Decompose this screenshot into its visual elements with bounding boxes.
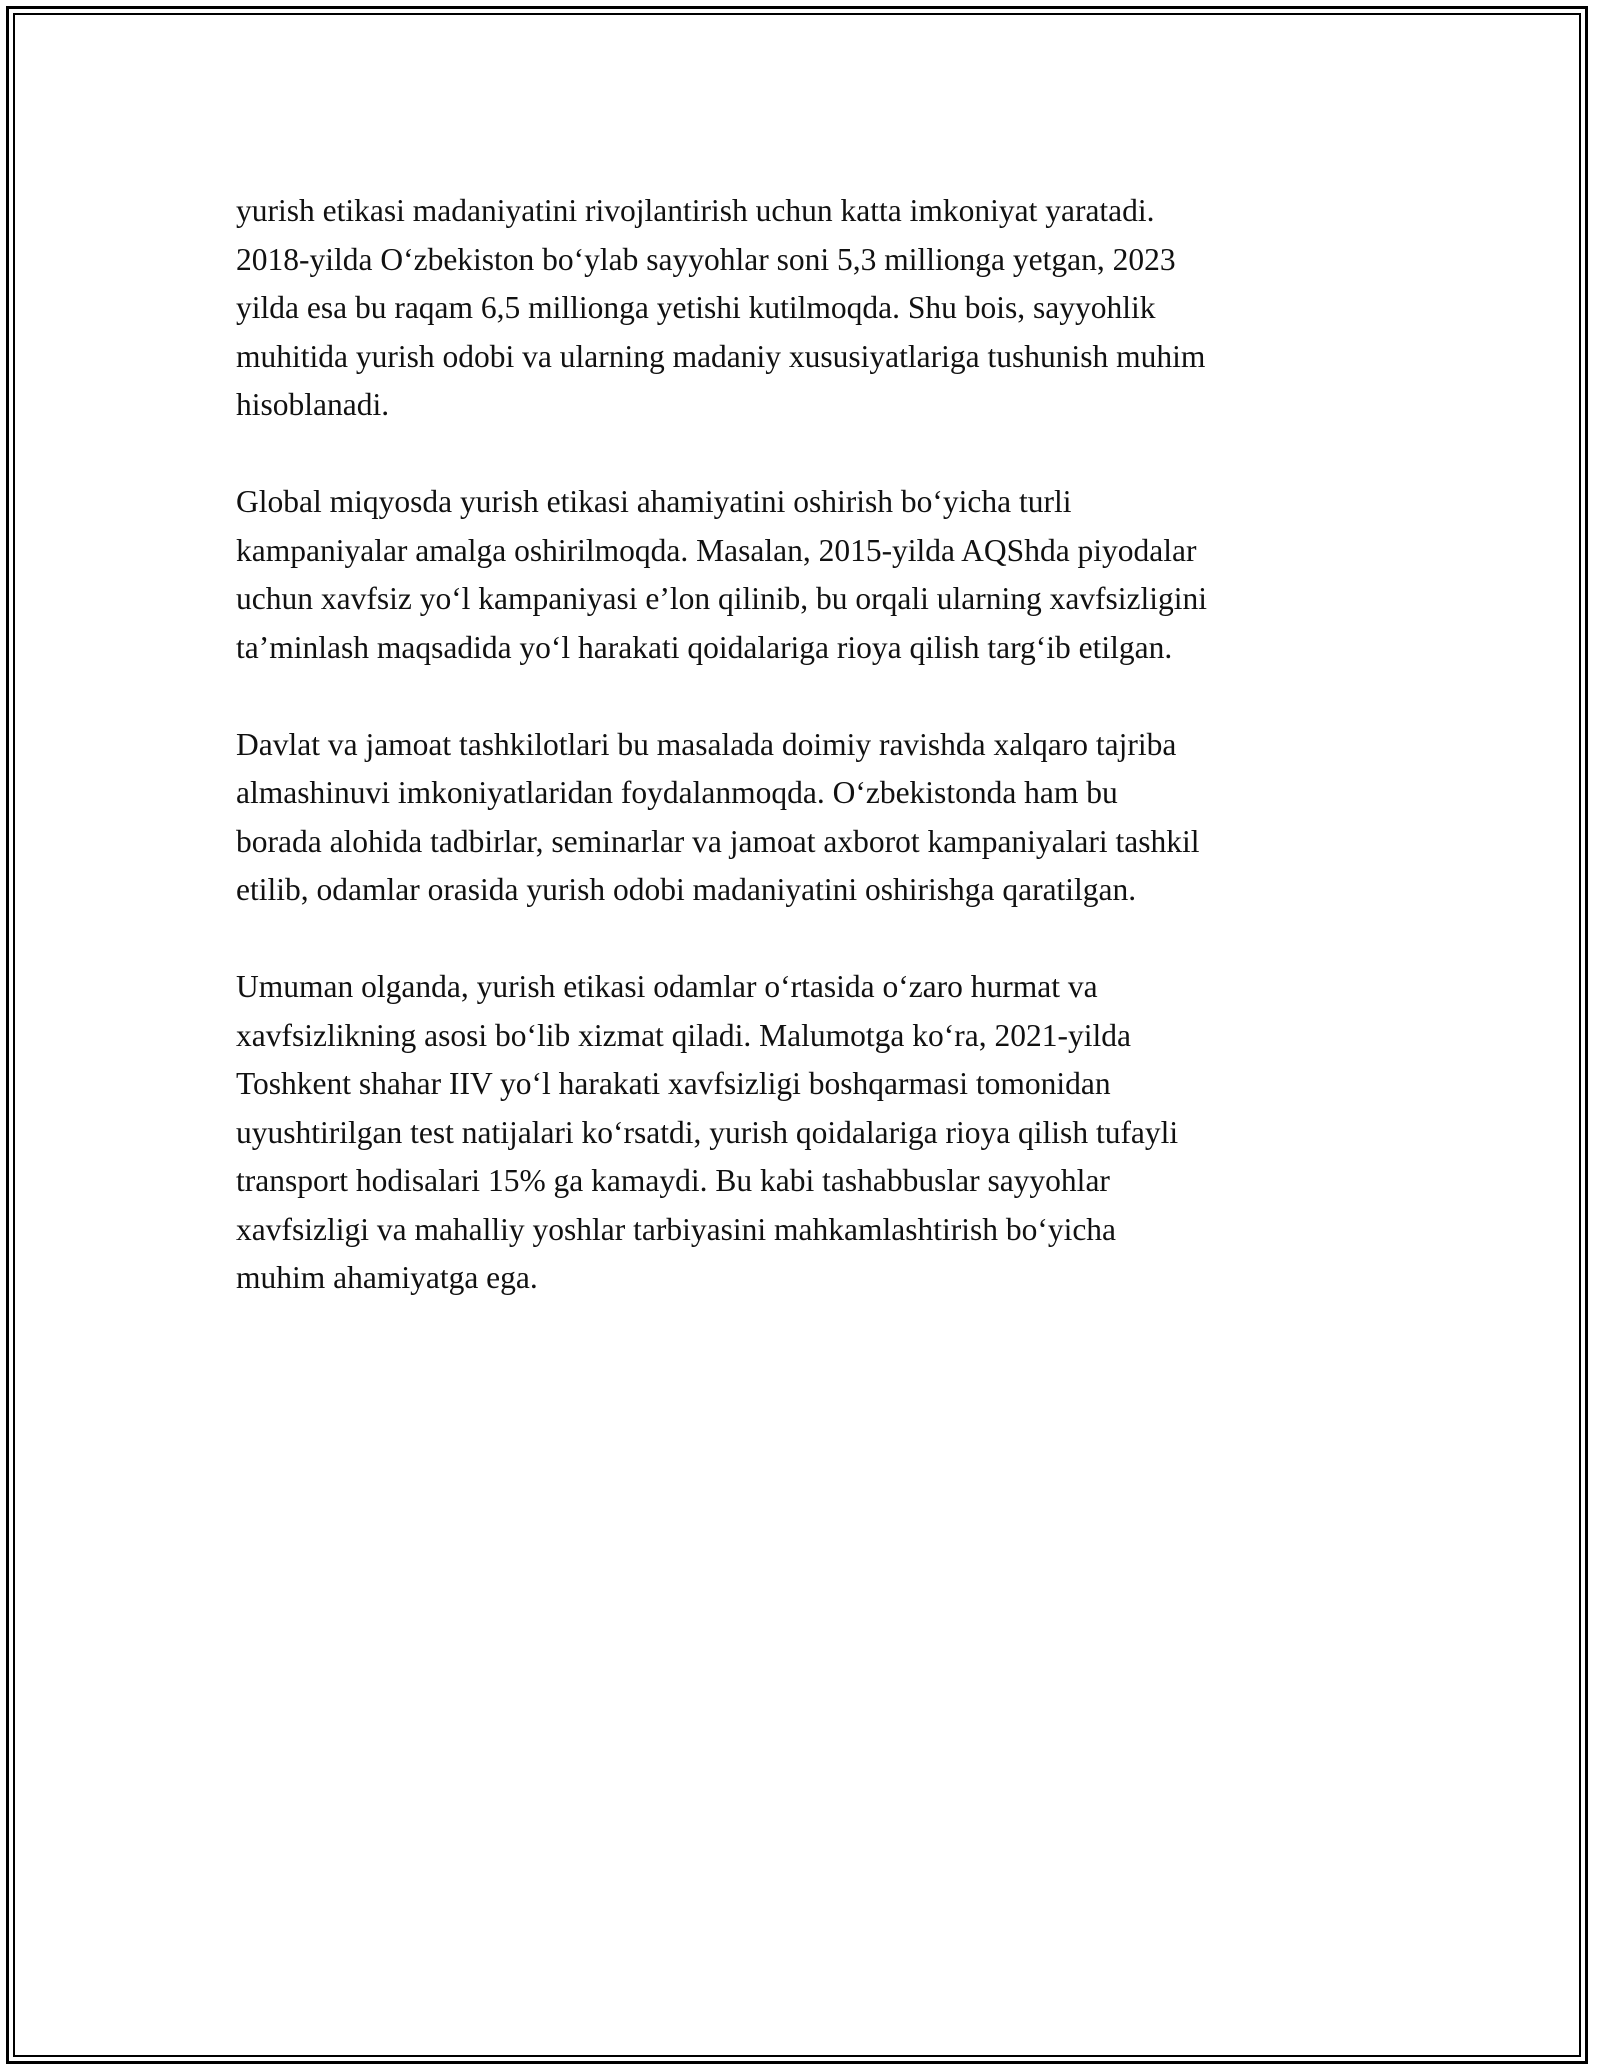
paragraph-global-campaigns: Global miqyosda yurish etikasi ahamiyatini oshirish bo‘yicha turli kampaniyalar amalga oshirilmoqda. Masalan, 2015-yilda AQShda piyodalar uchun xavfsiz yo‘l kampaniyasi e’lon qilinib, bu orqali ularning xavfsizligini ta’minlash maqsadida yo‘l harakati qoidalariga rioya qilish targ‘ib etilgan. (236, 484, 1208, 665)
paragraph-organizations: Davlat va jamoat tashkilotlari bu masalada doimiy ravishda xalqaro tajriba almashinuvi imkoniyatlaridan foydalanmoqda. O‘zbekistonda ham bu borada alohida tadbirlar, seminarlar va jamoat axborot kampaniyalari tashkil etilib, odamlar orasida yurish odobi madaniyatini oshirishga qaratilgan. (236, 726, 1200, 907)
paragraph-conclusion: Umuman olganda, yurish etikasi odamlar o‘rtasida o‘zaro hurmat va xavfsizlikning asosi bo‘lib xizmat qiladi. Malumotga ko‘ra, 2021-yilda Toshkent shahar IIV yo‘l harakati xavfsizligi boshqarmasi tomonidan uyushtirilgan test natijalari ko‘rsatdi, yurish qoidalariga rioya qilish tufayli transport hodisalari 15% ga kamaydi. Bu kabi tashabbuslar sayyohlar xavfsizligi va mahalliy yoshlar tarbiyasini mahkamlashtirish bo‘yicha muhim ahamiyatga ega. (236, 969, 1179, 1295)
document-body (236, 187, 1376, 1351)
paragraph-tourism: yurish etikasi madaniyatini rivojlantirish uchun katta imkoniyat yaratadi. 2018-yilda O‘zbekiston bo‘ylab sayyohlar soni 5,3 millionga yetgan, 2023 yilda esa bu raqam 6,5 millionga yetishi kutilmoqda. Shu bois, sayyohlik muhitida yurish odobi va ularning madaniy xususiyatlariga tushunish muhim hisoblanadi. (236, 193, 1206, 422)
